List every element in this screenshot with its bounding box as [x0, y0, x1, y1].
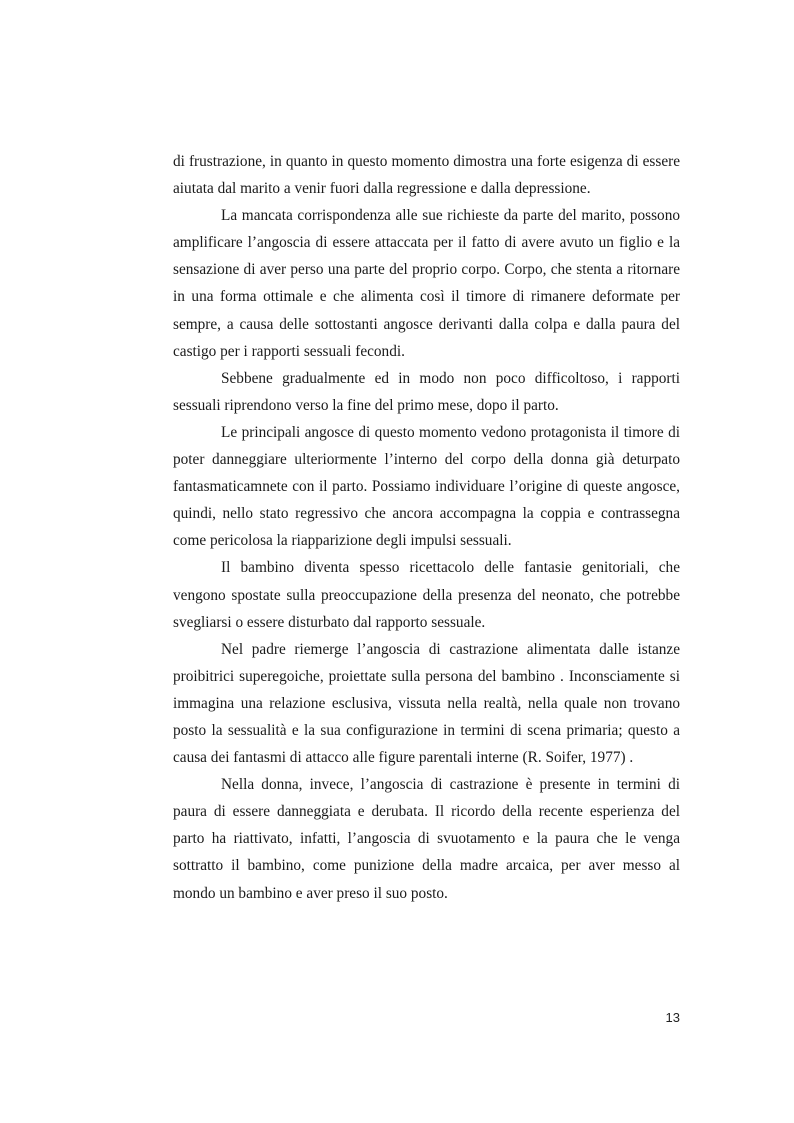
page-number: 13	[665, 1010, 680, 1025]
paragraph: Nel padre riemerge l’angoscia di castrazione alimentata dalle istanze proibitrici superegoiche, proiettate sulla persona del bambino . Inconsciamente si immagina una relazione esclusiva, vissuta nella realtà, nella quale non trovano posto la sessualità e la sua configurazione in termini di scena primaria; questo a causa dei fantasmi di attacco alle figure parentali interne (R. Soifer, 1977) .	[173, 640, 680, 767]
body-text	[173, 148, 680, 907]
paragraph: Nella donna, invece, l’angoscia di castrazione è presente in termini di paura di essere danneggiata e derubata. Il ricordo della recente esperienza del parto ha riattivato, infatti, l’angoscia di svuotamento e la paura che le venga sottratto il bambino, come punizione della madre arcaica, per aver messo al mondo un bambino e aver preso il suo posto.	[173, 776, 680, 902]
paragraph: di frustrazione, in quanto in questo momento dimostra una forte esigenza di essere aiutata dal marito a venir fuori dalla regressione e dalla depressione.	[173, 153, 680, 198]
paragraph: Il bambino diventa spesso ricettacolo delle fantasie genitoriali, che vengono spostate sulla preoccupazione della presenza del neonato, che potrebbe svegliarsi o essere disturbato dal rapporto sessuale.	[173, 559, 680, 631]
paragraph: Sebbene gradualmente ed in modo non poco difficoltoso, i rapporti sessuali riprendono verso la fine del primo mese, dopo il parto.	[173, 369, 680, 414]
paragraph: La mancata corrispondenza alle sue richieste da parte del marito, possono amplificare l’angoscia di essere attaccata per il fatto di avere avuto un figlio e la sensazione di aver perso una parte del proprio corpo. Corpo, che stenta a ritornare in una forma ottimale e che alimenta così il timore di rimanere deformate per sempre, a causa delle sottostanti angosce derivanti dalla colpa e dalla paura del castigo per i rapporti sessuali fecondi.	[173, 207, 680, 360]
paragraph: Le principali angosce di questo momento vedono protagonista il timore di poter danneggiare ulteriormente l’interno del corpo della donna già deturpato fantasmaticamnete con il parto. Possiamo individuare l’origine di queste angosce, quindi, nello stato regressivo che ancora accompagna la coppia e contrassegna come pericolosa la riapparizione degli impulsi sessuali.	[173, 423, 680, 550]
